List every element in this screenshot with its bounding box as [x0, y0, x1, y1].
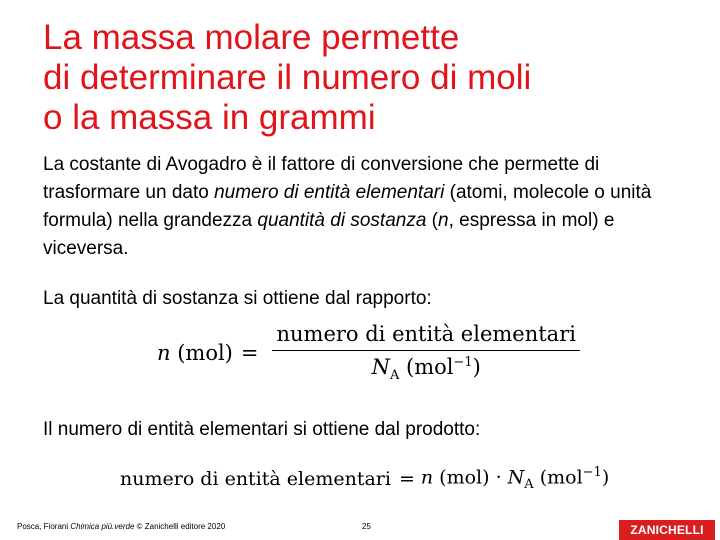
- footer-credit: Posca, Fiorani Chimica più.verde © Zanichelli editore 2020: [17, 522, 226, 531]
- title-line-1: La massa molare permette: [43, 18, 460, 57]
- title-line-3: o la massa in grammi: [43, 98, 376, 137]
- p1-text-g: , espressa in mol) e viceversa.: [43, 210, 615, 259]
- zanichelli-logo: ZANICHELLI: [619, 520, 715, 540]
- f1-lhs: n (mol): [157, 340, 233, 365]
- p1-italic-n: n: [438, 210, 449, 231]
- title-line-2: di determinare il numero di moli: [43, 58, 532, 97]
- p1-text-e: (: [426, 210, 439, 231]
- product-formula: [120, 465, 609, 492]
- product-paragraph: Il numero di entità elementari si ottiene dal prodotto:: [43, 419, 481, 440]
- avogadro-paragraph: [43, 151, 683, 263]
- p1-italic-quantity: quantità di sostanza: [257, 210, 427, 231]
- f2-equals: =: [398, 467, 415, 490]
- ratio-formula: [157, 322, 580, 383]
- ratio-paragraph: La quantità di sostanza si ottiene dal rapporto:: [43, 288, 432, 309]
- page-number: 25: [362, 522, 371, 531]
- f1-equals: =: [240, 340, 259, 365]
- slide-title: [43, 18, 703, 138]
- p1-italic-entities: numero di entità elementari: [214, 182, 445, 203]
- f1-denominator: $N_A$ (mol$^{-1}$): [371, 355, 481, 384]
- f1-fraction: [272, 322, 579, 383]
- f2-rhs: n $(mol) \cdot N_A$ (mol$^{-1}$): [420, 465, 610, 493]
- f1-numerator: numero di entità elementari: [272, 322, 579, 351]
- p1-text-a: La costante di Avogadro è il fattore di conversione che permette di trasformare un dato: [43, 154, 600, 203]
- f2-lhs: numero di entità elementari: [120, 467, 391, 490]
- footer: [0, 512, 720, 540]
- p1-text-c: (atomi, molecole o unità formula) nella grandezza: [43, 182, 652, 231]
